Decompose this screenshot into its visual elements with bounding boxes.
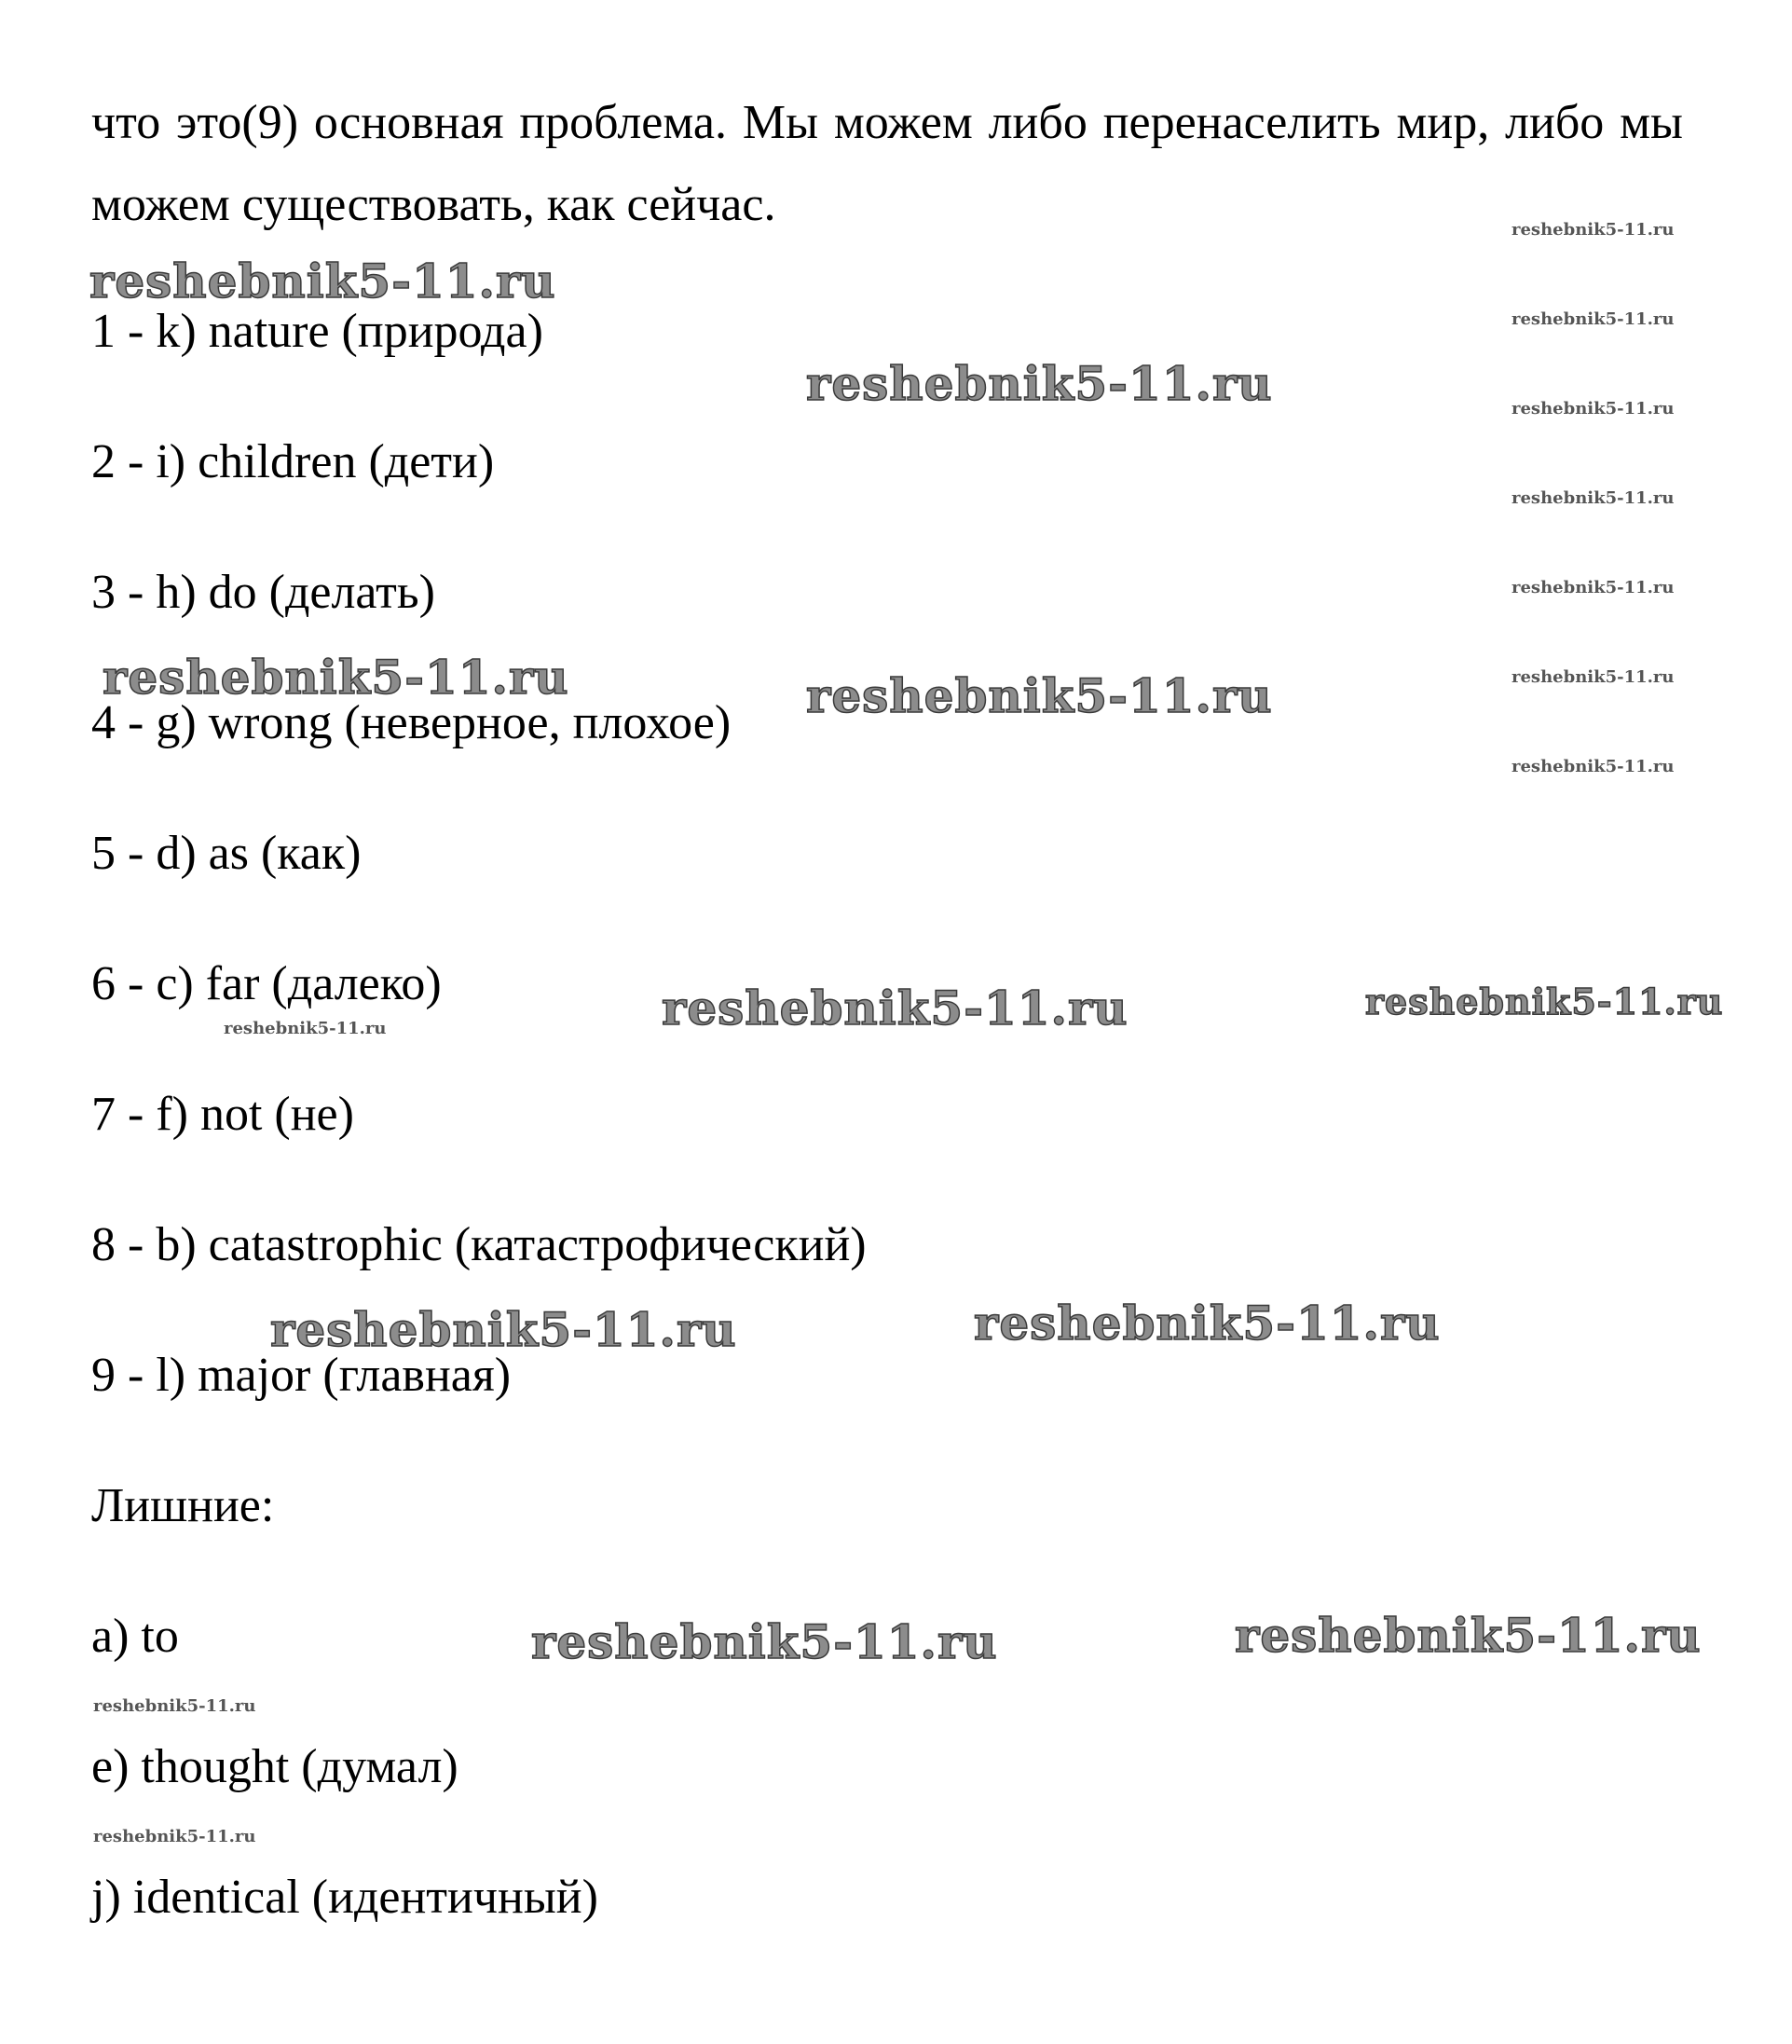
watermark: reshebnik5-11.ru [1512,220,1675,240]
watermark: reshebnik5-11.ru [974,1296,1441,1351]
watermark: reshebnik5-11.ru [224,1019,387,1038]
extra-heading: Лишние: [91,1479,275,1532]
watermark: reshebnik5-11.ru [1365,981,1724,1022]
answer-6: 6 - c) far (далеко) [91,957,442,1010]
watermark: reshebnik5-11.ru [93,1696,256,1716]
watermark: reshebnik5-11.ru [806,668,1273,723]
answer-8: 8 - b) catastrophic (катастрофический) [91,1218,867,1271]
watermark: reshebnik5-11.ru [1512,757,1675,776]
watermark: reshebnik5-11.ru [531,1614,998,1669]
watermark: reshebnik5-11.ru [270,1302,737,1357]
watermark: reshebnik5-11.ru [1512,667,1675,687]
answer-5: 5 - d) as (как) [91,827,362,880]
watermark: reshebnik5-11.ru [1235,1608,1702,1663]
watermark: reshebnik5-11.ru [89,254,556,309]
watermark: reshebnik5-11.ru [103,650,569,705]
watermark: reshebnik5-11.ru [1512,488,1675,508]
extra-item-e: e) thought (думал) [91,1740,458,1793]
watermark: reshebnik5-11.ru [1512,309,1675,329]
intro-paragraph: что это(9) основная проблема. Мы можем либо перенаселить мир, либо мы можем существовать, как сейчас. [91,96,1683,231]
extra-item-j: j) identical (идентичный) [91,1871,598,1924]
watermark: reshebnik5-11.ru [93,1827,256,1846]
watermark: reshebnik5-11.ru [806,356,1273,411]
answer-4: 4 - g) wrong (неверное, плохое) [91,696,732,749]
answer-2: 2 - i) children (дети) [91,435,495,488]
answer-9: 9 - l) major (главная) [91,1349,512,1402]
extra-item-a: a) to [91,1610,179,1663]
answer-7: 7 - f) not (не) [91,1088,354,1141]
watermark: reshebnik5-11.ru [1512,399,1675,418]
answer-1: 1 - k) nature (природа) [91,305,543,358]
watermark: reshebnik5-11.ru [662,981,1129,1036]
watermark: reshebnik5-11.ru [1512,578,1675,597]
answer-3: 3 - h) do (делать) [91,566,435,619]
